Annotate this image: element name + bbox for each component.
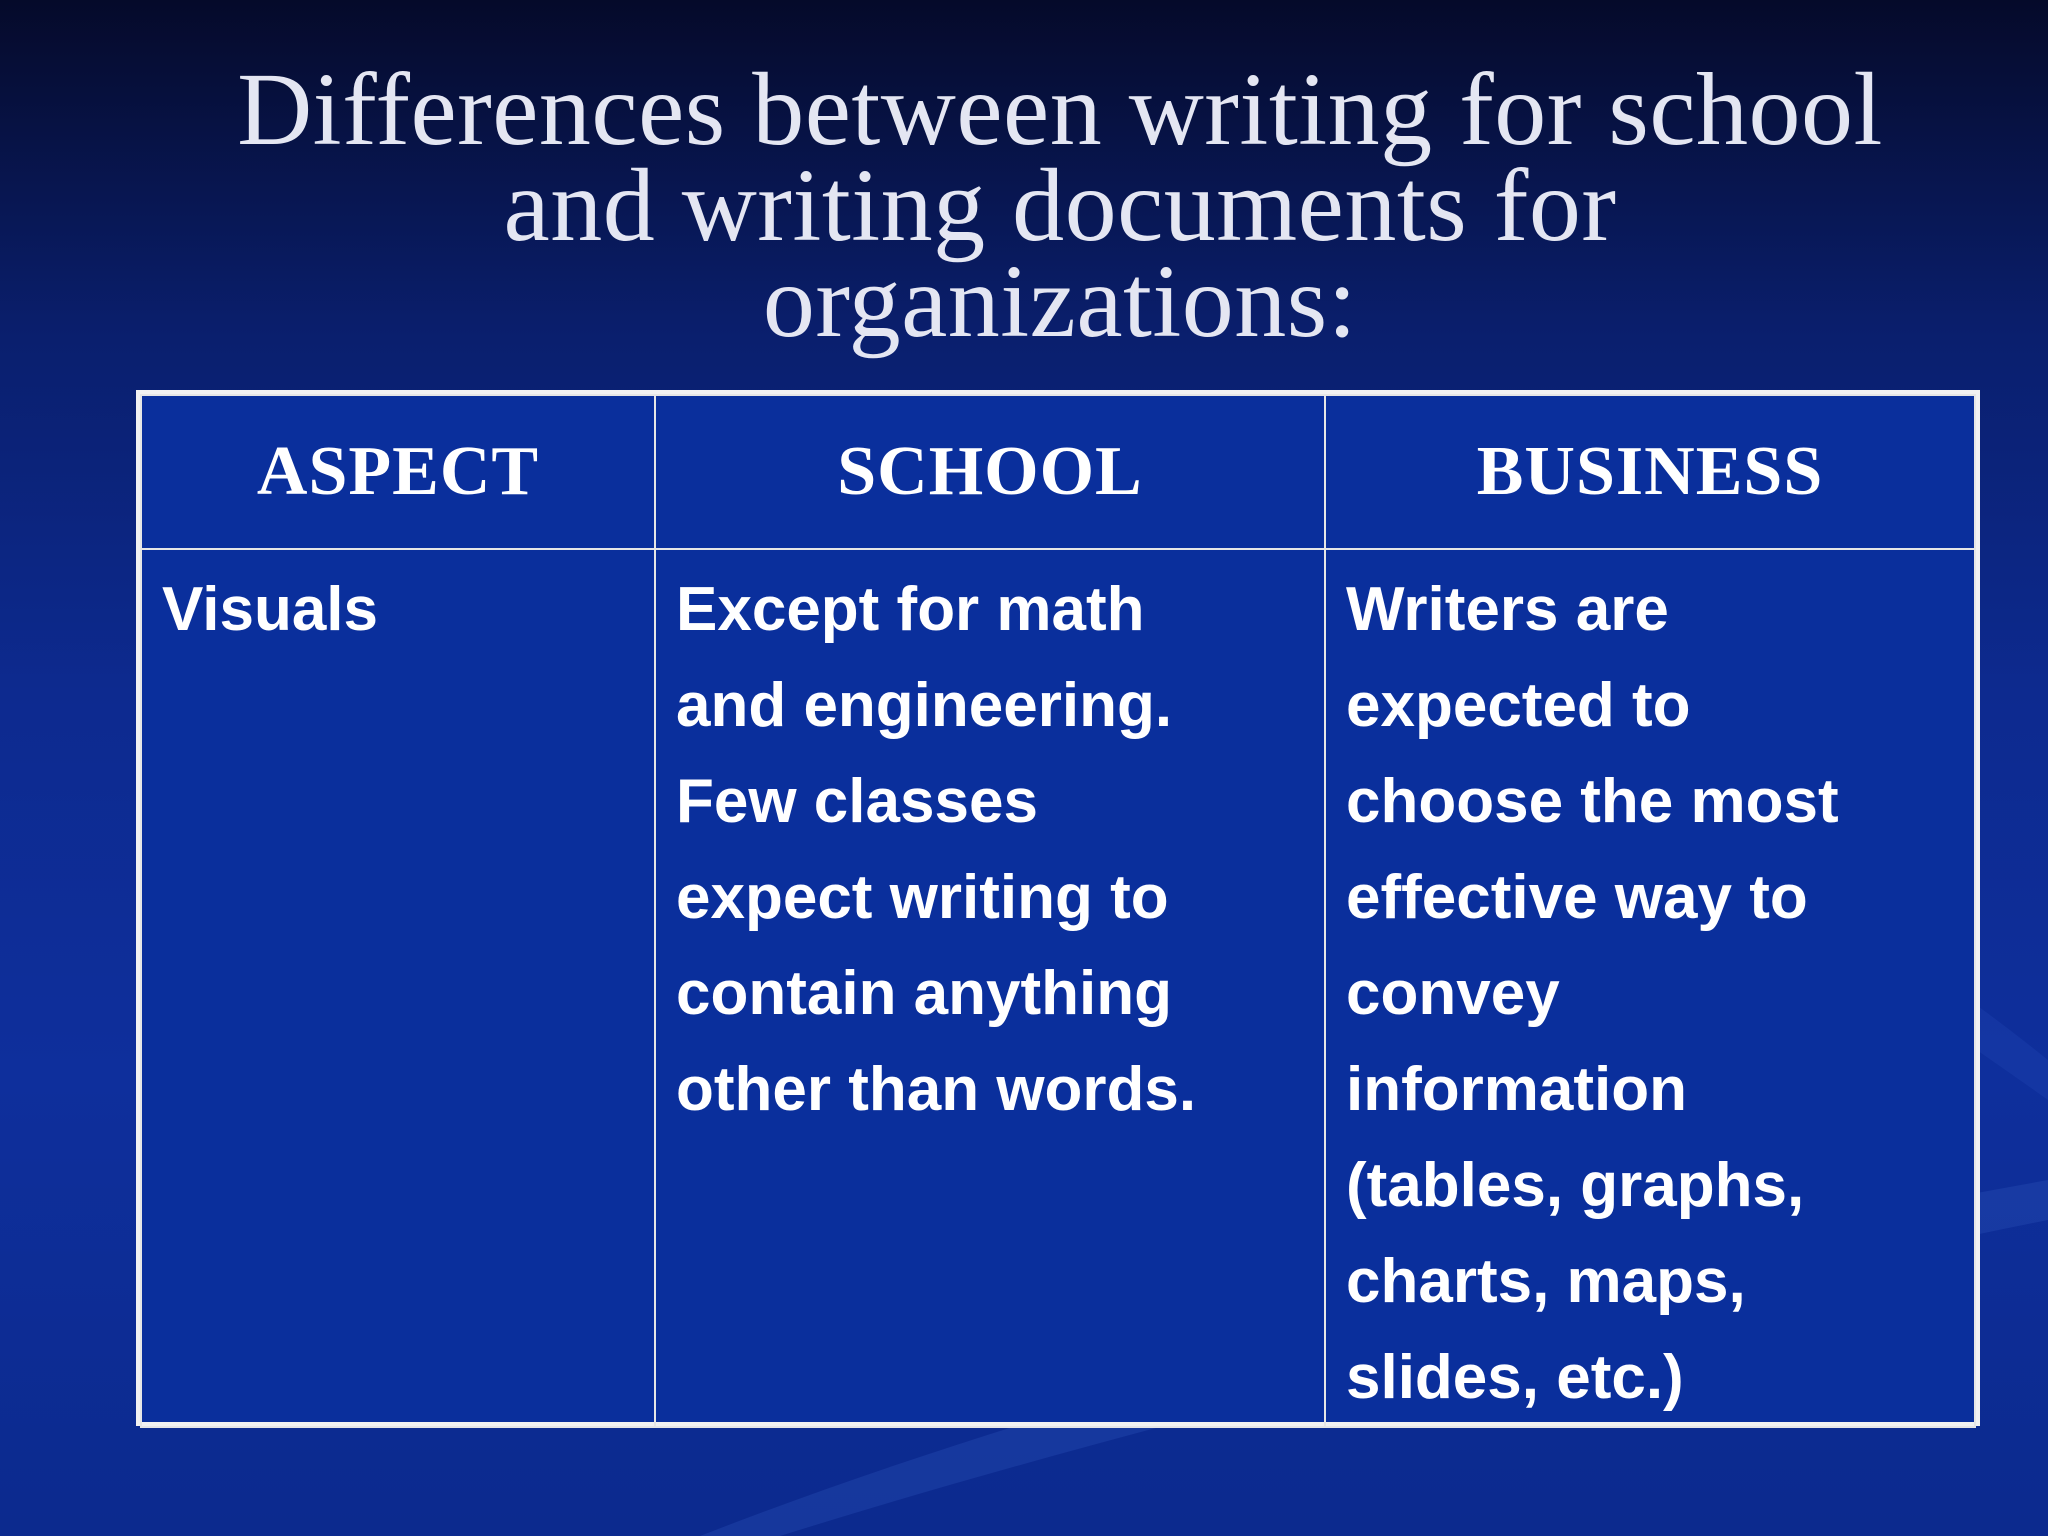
slide-title	[150, 52, 1970, 359]
header-business: BUSINESS	[1325, 395, 1975, 549]
cell-text-line: Except for math	[676, 575, 1145, 644]
cell-text-line: expected to	[1346, 671, 1691, 740]
cell-text-line: convey	[1346, 959, 1560, 1028]
table-header-row	[141, 395, 1975, 549]
slide-title-line: and writing documents for	[503, 148, 1617, 263]
cell-text-line: and engineering.	[676, 671, 1173, 740]
slide-title-line: Differences between writing for school	[237, 52, 1883, 167]
cell-text-line: other than words.	[676, 1055, 1197, 1124]
comparison-table	[140, 394, 1976, 1428]
table-row	[141, 549, 1975, 1427]
cell-business	[1325, 549, 1975, 1427]
cell-text-line: contain anything	[676, 959, 1172, 1028]
header-school: SCHOOL	[655, 395, 1325, 549]
comparison-table-frame	[136, 390, 1980, 1426]
cell-school	[655, 549, 1325, 1427]
cell-text-line: Few classes	[676, 767, 1038, 836]
cell-text-line: information	[1346, 1055, 1687, 1124]
cell-text-line: effective way to	[1346, 863, 1808, 932]
header-aspect: ASPECT	[141, 395, 655, 549]
cell-text-line: slides, etc.)	[1346, 1343, 1684, 1412]
cell-aspect	[141, 549, 655, 1427]
slide-title-line: organizations:	[762, 244, 1358, 359]
cell-text-line: (tables, graphs,	[1346, 1151, 1805, 1220]
cell-text-line: Visuals	[162, 575, 379, 644]
cell-text-line: Writers are	[1346, 575, 1669, 644]
cell-text-line: choose the most	[1346, 767, 1839, 836]
cell-text-line: charts, maps,	[1346, 1247, 1746, 1316]
cell-text-line: expect writing to	[676, 863, 1169, 932]
